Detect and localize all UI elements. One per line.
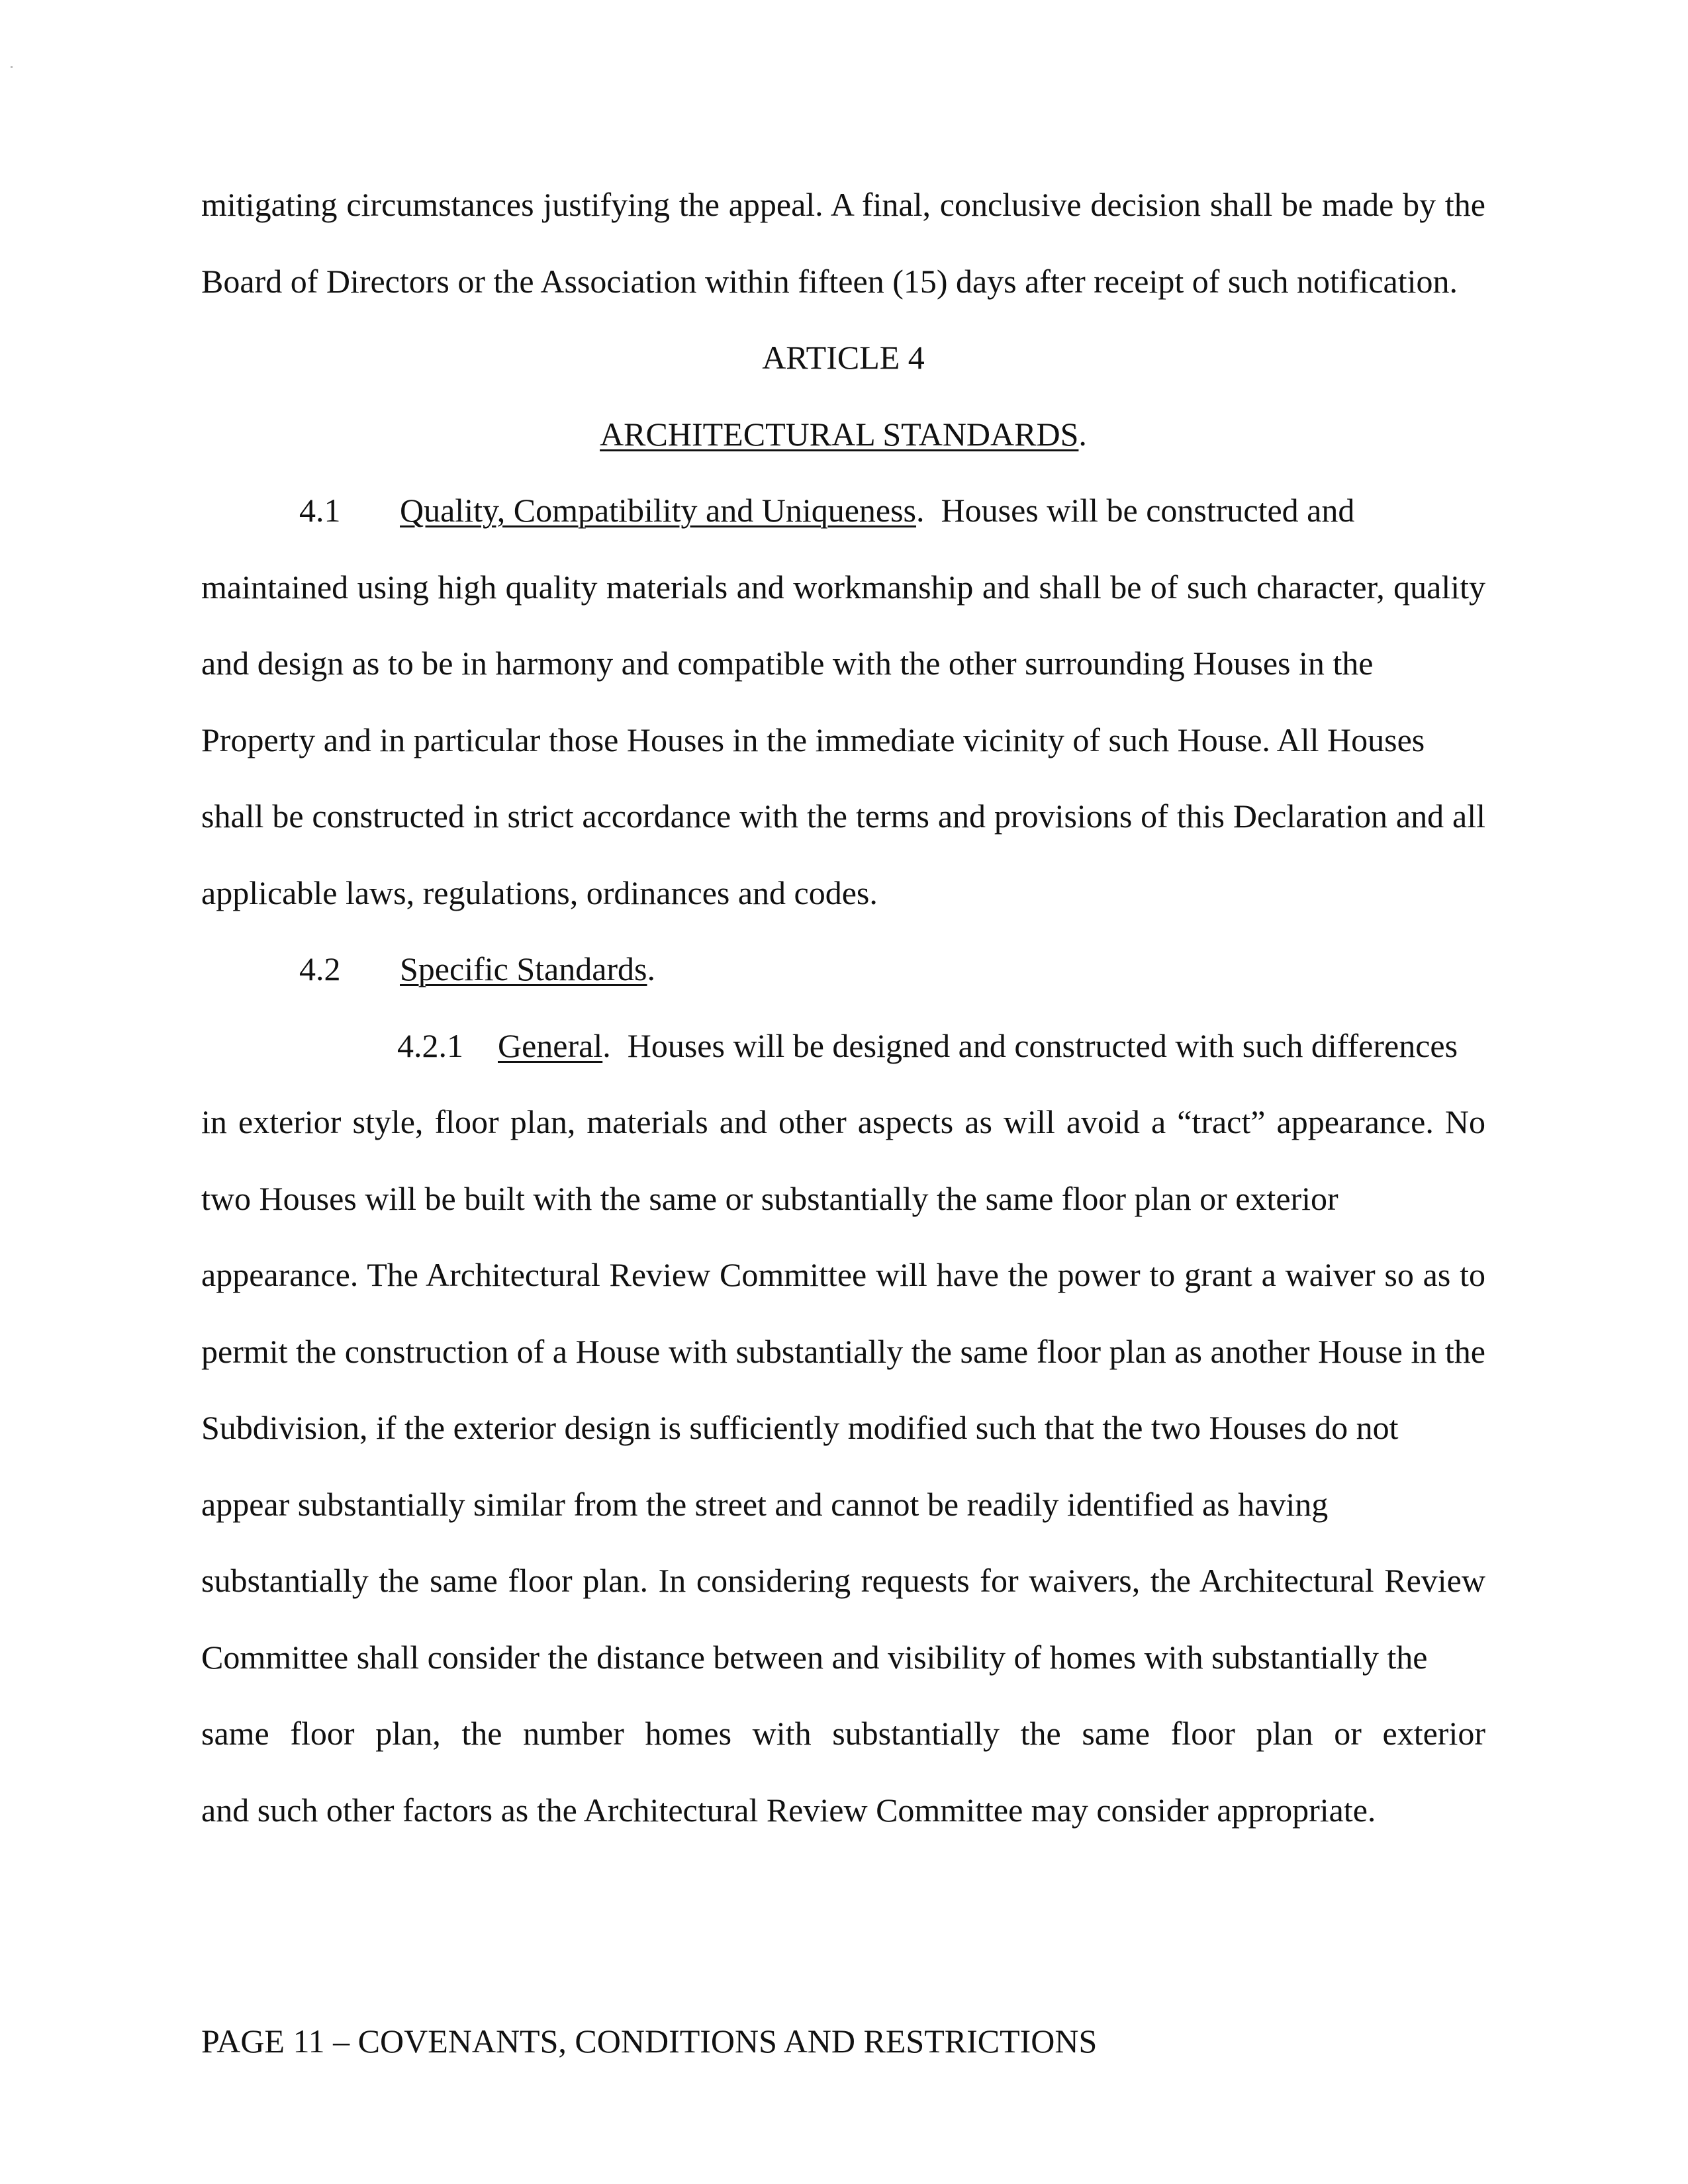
body-line: Subdivision, if the exterior design is sufficiently modified such that the two Houses do not (201, 1409, 1399, 1446)
body-line: in exterior style, floor plan, materials and other aspects as will avoid a “tract” appearance. No (201, 1103, 1485, 1140)
body-line: substantially the same floor plan. In considering requests for waivers, the Architectural Review (201, 1562, 1485, 1599)
document-body (201, 167, 1485, 1848)
body-line: applicable laws, regulations, ordinances and codes. (201, 874, 878, 911)
section-4-1-heading-line (201, 473, 1485, 549)
body-text: Houses will be constructed and (924, 492, 1355, 529)
article-title-punct: . (1078, 415, 1087, 453)
body-line: Committee shall consider the distance between and visibility of homes with substantially the (201, 1638, 1428, 1676)
body-line: mitigating circumstances justifying the appeal. A final, conclusive decision shall be made by the (201, 186, 1485, 223)
body-line: shall be constructed in strict accordance with the terms and provisions of this Declaration and all (201, 797, 1485, 835)
body-line: permit the construction of a House with substantially the same floor plan as another House in the (201, 1332, 1485, 1370)
body-line: appear substantially similar from the street and cannot be readily identified as having (201, 1485, 1329, 1523)
section-heading: Specific Standards (400, 950, 647, 987)
article-title (201, 396, 1485, 473)
body-line: and such other factors as the Architectural Review Committee may consider appropriate. (201, 1791, 1376, 1829)
section-heading: Quality, Compatibility and Uniqueness (400, 492, 917, 529)
section-number: 4.2.1 (397, 1026, 463, 1064)
section-heading: General (498, 1026, 603, 1064)
scan-speck (11, 66, 13, 68)
body-line: appearance. The Architectural Review Committee will have the power to grant a waiver so as to (201, 1256, 1485, 1293)
article-number: ARTICLE 4 (762, 339, 925, 376)
body-line: Board of Directors or the Association within fifteen (15) days after receipt of such notification. (201, 262, 1458, 300)
section-heading-punct: . (602, 1026, 611, 1064)
body-text: Houses will be designed and constructed with such differences (610, 1026, 1458, 1064)
section-heading-punct: . (647, 950, 656, 987)
body-line: and design as to be in harmony and compatible with the other surrounding Houses in the (201, 645, 1374, 682)
body-line: Property and in particular those Houses in the immediate vicinity of such House. All Houses (201, 721, 1425, 758)
section-number: 4.2 (299, 950, 341, 987)
section-4-2-1-heading-line (201, 1008, 1485, 1085)
body-line: same floor plan, the number homes with substantially the same floor plan or exterior (201, 1715, 1485, 1752)
body-line: maintained using high quality materials and workmanship and shall be of such character, quality (201, 568, 1485, 606)
section-number: 4.1 (299, 492, 341, 529)
section-heading-punct: . (916, 492, 925, 529)
body-line: two Houses will be built with the same or substantially the same floor plan or exterior (201, 1179, 1338, 1217)
article-title-text: ARCHITECTURAL STANDARDS (600, 415, 1079, 453)
page-footer: PAGE 11 – COVENANTS, CONDITIONS AND RESTRICTIONS (201, 2023, 1098, 2060)
section-4-2-heading-line (201, 931, 1485, 1008)
